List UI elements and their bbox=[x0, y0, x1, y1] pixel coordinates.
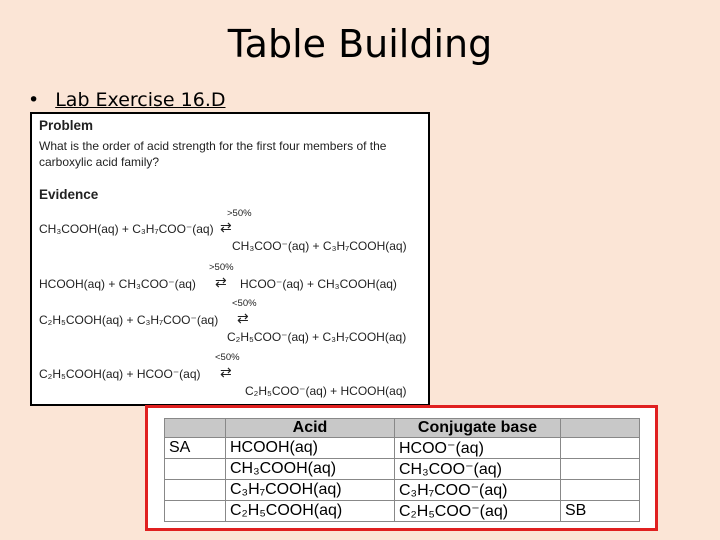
header-label bbox=[165, 419, 226, 438]
equation-3-percent: <50% bbox=[232, 298, 257, 309]
strength-label bbox=[561, 438, 640, 459]
acid-conjugate-table bbox=[164, 418, 640, 522]
evidence-heading: Evidence bbox=[39, 187, 99, 202]
acid-cell: C₂H₅COOH(aq) bbox=[226, 501, 395, 522]
bullet-item bbox=[28, 89, 226, 111]
base-cell: HCOO⁻(aq) bbox=[395, 438, 561, 459]
equation-4-products: C₂H₅COO⁻(aq) + HCOOH(aq) bbox=[245, 384, 407, 398]
equation-4-percent: <50% bbox=[215, 352, 240, 363]
table-row bbox=[165, 438, 640, 459]
table-row bbox=[165, 480, 640, 501]
strength-label bbox=[165, 480, 226, 501]
bullet-icon: • bbox=[28, 89, 40, 111]
strength-label bbox=[165, 501, 226, 522]
base-cell: C₃H₇COO⁻(aq) bbox=[395, 480, 561, 501]
equation-1-reactants: CH₃COOH(aq) + C₃H₇COO⁻(aq) bbox=[39, 222, 214, 236]
strength-label bbox=[561, 459, 640, 480]
header-acid: Acid bbox=[226, 419, 395, 438]
equation-2-percent: >50% bbox=[209, 262, 234, 273]
acid-cell: C₃H₇COOH(aq) bbox=[226, 480, 395, 501]
equation-1-products: CH₃COO⁻(aq) + C₃H₇COOH(aq) bbox=[232, 239, 407, 253]
equation-3-products: C₂H₅COO⁻(aq) + C₃H₇COOH(aq) bbox=[227, 330, 407, 344]
base-cell: CH₃COO⁻(aq) bbox=[395, 459, 561, 480]
table-header-row bbox=[165, 419, 640, 438]
equilibrium-arrow-icon: ⇄ bbox=[237, 310, 249, 326]
strength-label bbox=[561, 480, 640, 501]
table-row bbox=[165, 459, 640, 480]
equation-2-reactants: HCOOH(aq) + CH₃COO⁻(aq) bbox=[39, 277, 196, 291]
acid-cell: CH₃COOH(aq) bbox=[226, 459, 395, 480]
equation-1-percent: >50% bbox=[227, 208, 252, 219]
strength-label: SA bbox=[165, 438, 226, 459]
equilibrium-arrow-icon: ⇄ bbox=[220, 219, 232, 235]
lab-exercise-link[interactable]: Lab Exercise 16.D bbox=[55, 89, 226, 111]
header-conjugate-base: Conjugate base bbox=[395, 419, 561, 438]
acid-table-highlight bbox=[145, 405, 658, 531]
problem-heading: Problem bbox=[39, 118, 94, 133]
equation-4-reactants: C₂H₅COOH(aq) + HCOO⁻(aq) bbox=[39, 367, 201, 381]
equilibrium-arrow-icon: ⇄ bbox=[215, 274, 227, 290]
acid-cell: HCOOH(aq) bbox=[226, 438, 395, 459]
textbook-excerpt bbox=[30, 112, 430, 406]
base-cell: C₂H₅COO⁻(aq) bbox=[395, 501, 561, 522]
table-row bbox=[165, 501, 640, 522]
slide-title: Table Building bbox=[227, 22, 493, 66]
strength-label bbox=[165, 459, 226, 480]
equation-3-reactants: C₂H₅COOH(aq) + C₃H₇COO⁻(aq) bbox=[39, 313, 219, 327]
equation-2-products: HCOO⁻(aq) + CH₃COOH(aq) bbox=[240, 277, 397, 291]
strength-label: SB bbox=[561, 501, 640, 522]
header-strength bbox=[561, 419, 640, 438]
equilibrium-arrow-icon: ⇄ bbox=[220, 364, 232, 380]
problem-text: What is the order of acid strength for the first four members of the carboxylic acid family? bbox=[39, 139, 387, 169]
